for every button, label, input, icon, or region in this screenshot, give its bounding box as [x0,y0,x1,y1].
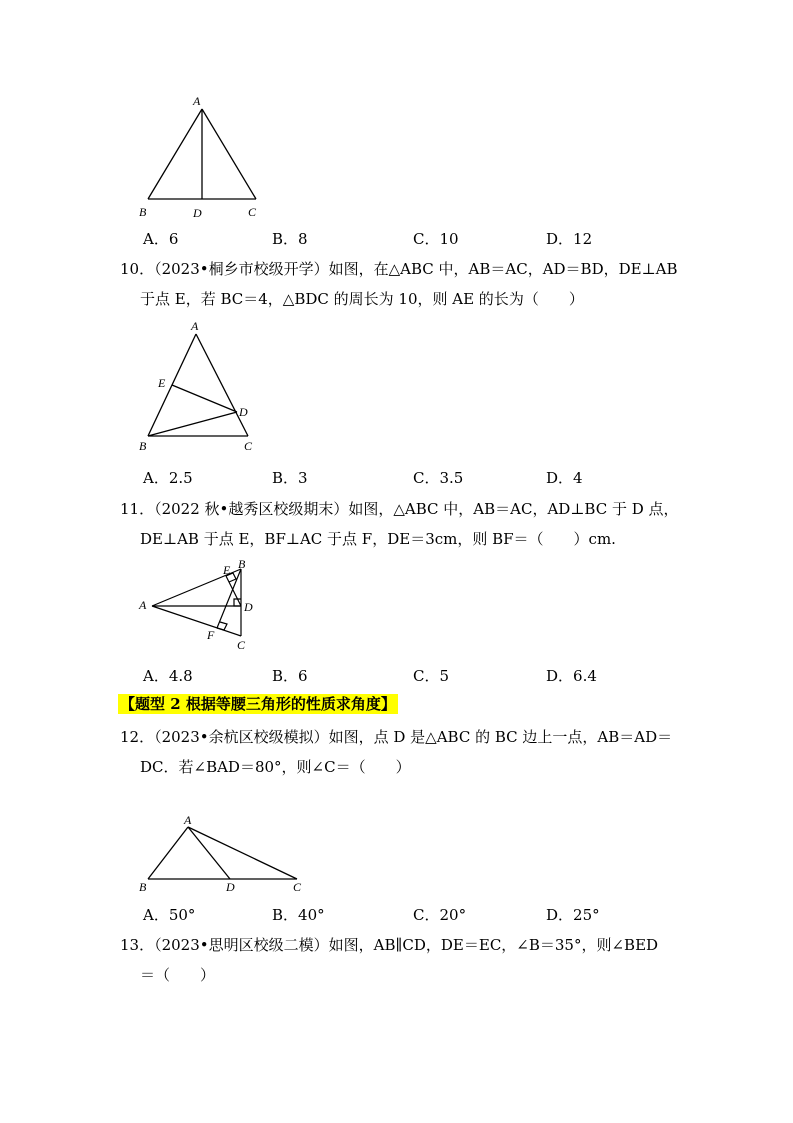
q10-label-d: D [239,405,248,419]
q12-label-b: B [139,880,147,894]
q12-label-d: D [226,880,235,894]
q12-text-line2: DC．若∠BAD＝80°，则∠C＝（ ） [140,758,411,776]
q9-option-a: A．6 [143,230,179,248]
q9-label-b: B [139,205,147,219]
q10-label-b: B [139,439,147,453]
q10-text-line2: 于点 E，若 BC＝4，△BDC 的周长为 10，则 AE 的长为（ ） [140,290,584,308]
q10-option-c: C．3.5 [413,469,464,487]
q11-text-line1: 11．（2022 秋•越秀区校级期末）如图，△ABC 中，AB＝AC，AD⊥BC 于 D 点， [120,500,679,518]
q12-option-a: A．50° [143,906,196,924]
q12-option-c: C．20° [413,906,467,924]
q11-text-line2: DE⊥AB 于点 E，BF⊥AC 于点 F，DE＝3cm，则 BF＝（ ）cm. [140,530,616,548]
q12-option-b: B．40° [272,906,325,924]
q12-label-c: C [293,880,302,894]
q11-option-b: B．6 [272,667,308,685]
q11-label-d: D [244,600,253,614]
q11-label-b: B [238,557,246,571]
section-heading: 【题型 2 根据等腰三角形的性质求角度】 [120,695,396,713]
q11-option-a: A．4.8 [143,667,193,685]
q9-option-d: D．12 [546,230,593,248]
q11-label-e: E [223,563,231,577]
q12-figure [140,815,310,890]
q10-text-line1: 10．（2023•桐乡市校级开学）如图，在△ABC 中，AB＝AC，AD＝BD，DE⊥AB [120,260,678,278]
q10-label-a: A [191,319,199,333]
q9-label-d: D [193,206,202,220]
q9-label-a: A [193,94,201,108]
q12-label-a: A [184,813,192,827]
q11-option-d: D．6.4 [546,667,597,685]
q13-text-line2: ＝（ ） [140,966,216,984]
q10-label-c: C [244,439,253,453]
q10-option-d: D．4 [546,469,583,487]
q11-label-a: A [139,598,147,612]
q11-label-f: F [207,628,215,642]
q11-option-c: C．5 [413,667,450,685]
q10-option-a: A．2.5 [143,469,193,487]
q12-option-d: D．25° [546,906,600,924]
q9-option-c: C．10 [413,230,459,248]
q12-text-line1: 12．（2023•余杭区校级模拟）如图，点 D 是△ABC 的 BC 边上一点，AB＝AD＝ [120,728,673,746]
q9-option-b: B．8 [272,230,308,248]
q13-text-line1: 13．（2023•思明区校级二模）如图，AB∥CD，DE＝EC，∠B＝35°，则∠BED [120,936,659,954]
q10-option-b: B．3 [272,469,308,487]
q10-label-e: E [158,376,166,390]
q11-label-c: C [237,638,246,652]
q9-label-c: C [248,205,257,219]
